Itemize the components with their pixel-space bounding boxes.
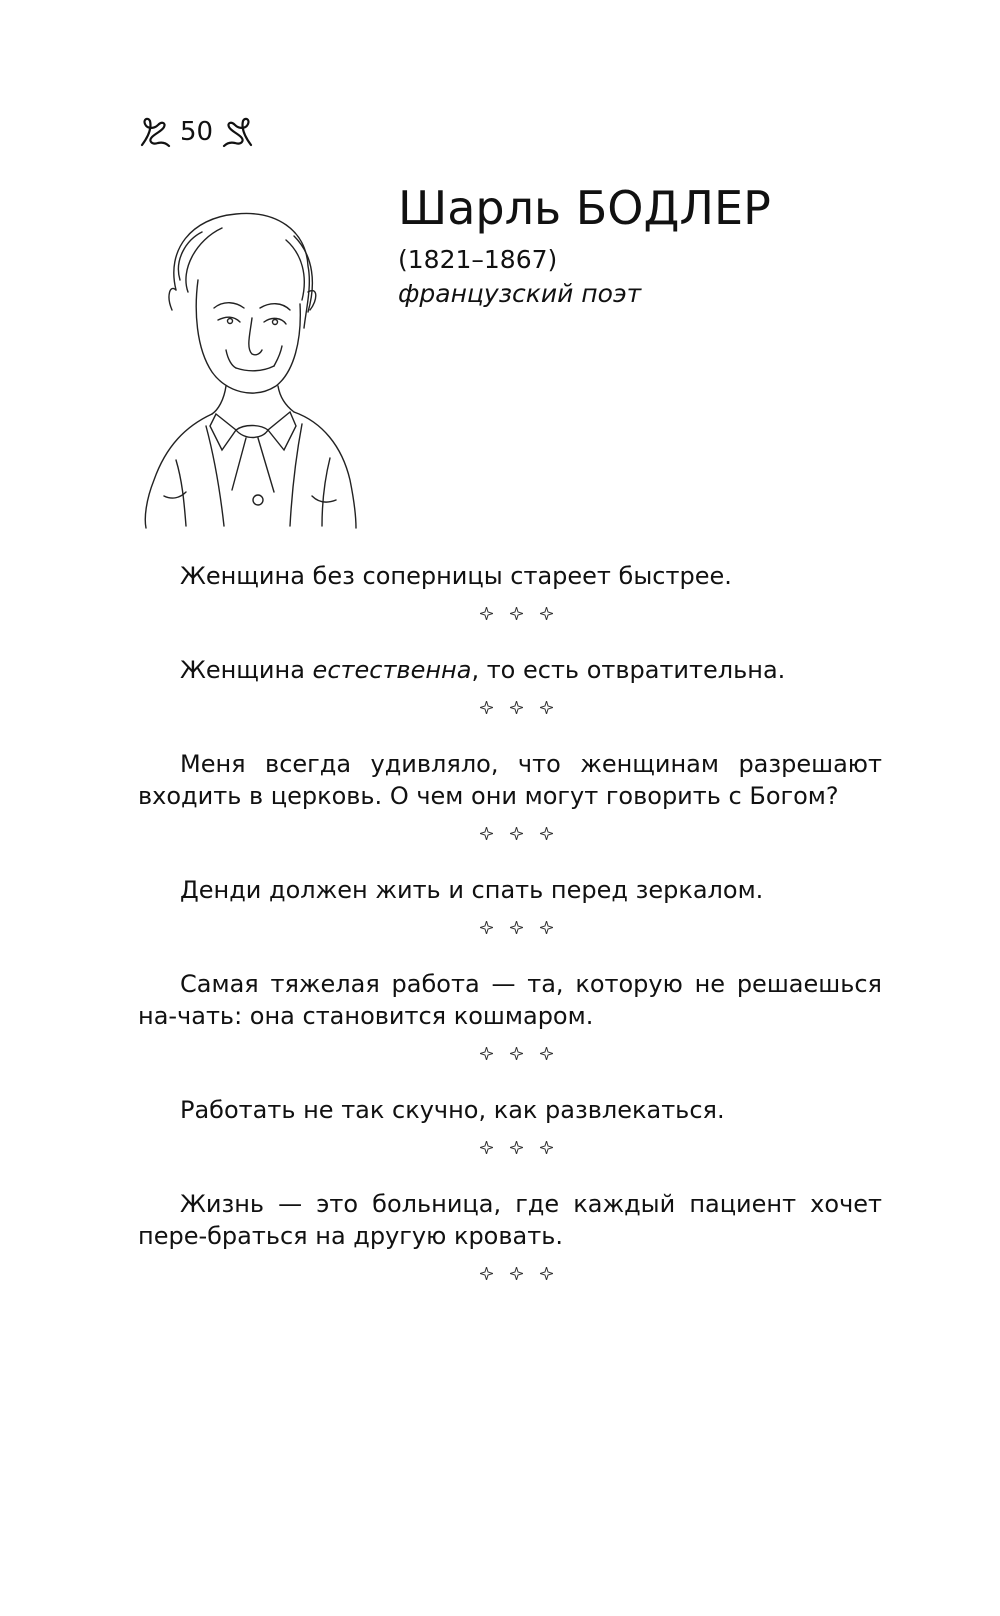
four-point-star-icon [540,921,553,934]
author-name: Шарль БОДЛЕР [398,181,771,235]
quote-separator [138,692,882,722]
four-point-star-icon [510,1267,523,1280]
quote-separator [138,1038,882,1068]
four-point-star-icon [480,701,493,714]
quote-paragraph [138,654,882,686]
quote-paragraph: Денди должен жить и спать перед зеркалом. [180,876,764,904]
four-point-star-icon [510,827,523,840]
four-point-star-icon [480,1141,493,1154]
four-point-star-icon [510,701,523,714]
quote-emphasis: естественна [312,656,472,684]
four-point-star-icon [510,1047,523,1060]
four-point-star-icon [540,1267,553,1280]
four-point-star-icon [540,1141,553,1154]
four-point-star-icon [480,607,493,620]
ornament-left-icon [138,115,172,149]
four-point-star-icon [540,701,553,714]
ornament-right-icon [221,115,255,149]
quote-separator [138,912,882,942]
quote-text: , то есть отвратительна. [471,656,786,684]
quote-paragraph: Самая тяжелая работа — та, которую не решаешься на-чать: она становится кошмаром. [138,970,882,1030]
quote-separator [138,818,882,848]
four-point-star-icon [480,1267,493,1280]
quote-paragraph: Женщина без соперницы стареет быстрее. [180,562,732,590]
quotes-list [138,560,882,1314]
quote-separator [138,1258,882,1288]
author-description: французский поэт [398,279,642,308]
quote-paragraph: Работать не так скучно, как развлекаться. [180,1096,725,1124]
quote-separator [138,598,882,628]
four-point-star-icon [480,921,493,934]
four-point-star-icon [510,921,523,934]
four-point-star-icon [480,827,493,840]
quote-paragraph: Жизнь — это больница, где каждый пациент хочет пере-браться на другую кровать. [138,1190,882,1250]
author-portrait-illustration [136,200,368,530]
four-point-star-icon [540,1047,553,1060]
four-point-star-icon [480,1047,493,1060]
four-point-star-icon [510,1141,523,1154]
quote-paragraph: Меня всегда удивляло, что женщинам разрешают входить в церковь. О чем они могут говорить с Богом? [138,750,882,810]
page-folio [138,112,255,152]
page-number: 50 [180,117,214,147]
four-point-star-icon [510,607,523,620]
four-point-star-icon [540,607,553,620]
four-point-star-icon [540,827,553,840]
author-years: (1821–1867) [398,245,558,274]
quote-separator [138,1132,882,1162]
quote-text: Женщина [180,656,313,684]
